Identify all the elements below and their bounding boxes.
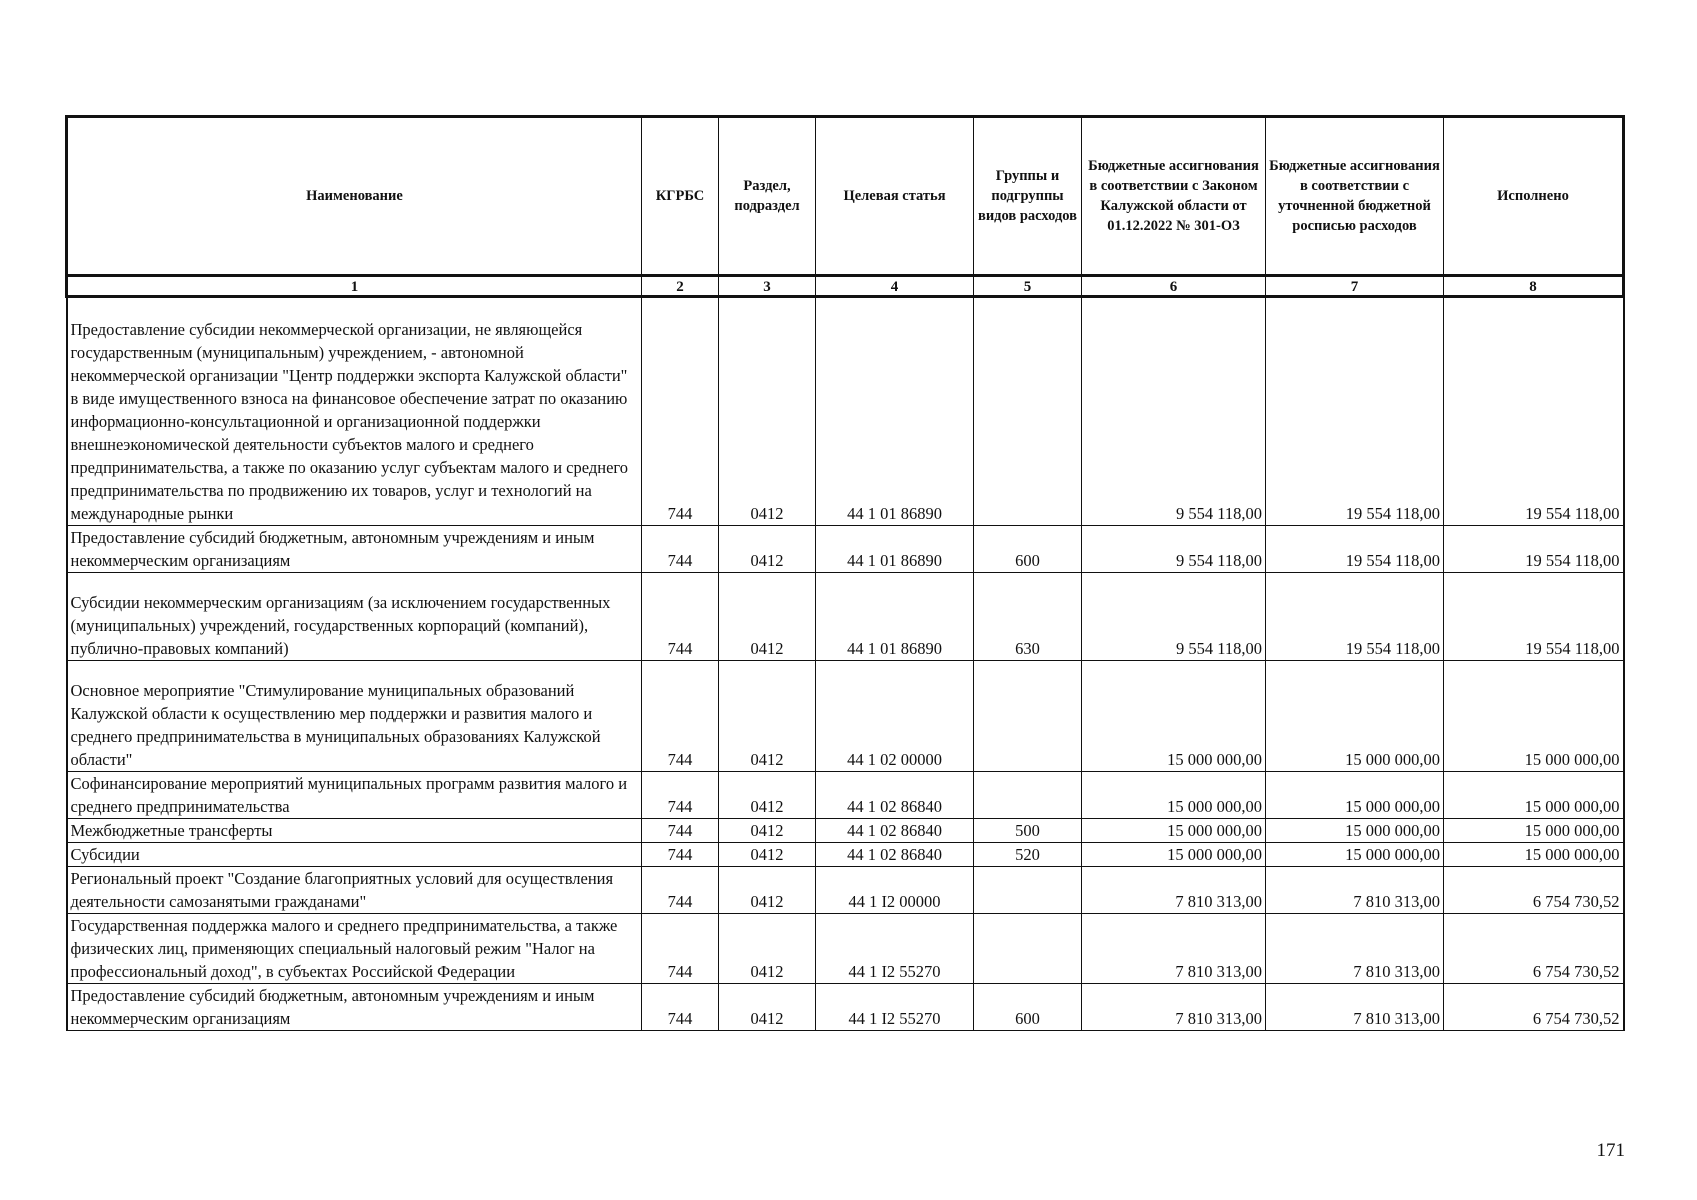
cell-name: Межбюджетные трансферты xyxy=(67,819,642,843)
cell-name: Субсидии xyxy=(67,843,642,867)
cell-refined-allocation: 19 554 118,00 xyxy=(1266,573,1444,661)
cell-law-allocation: 9 554 118,00 xyxy=(1082,526,1266,573)
cell-target-article: 44 1 02 86840 xyxy=(816,819,974,843)
cell-law-allocation: 7 810 313,00 xyxy=(1082,867,1266,914)
budget-table xyxy=(65,115,1625,1031)
cell-executed: 19 554 118,00 xyxy=(1444,297,1624,526)
cell-kgrbs: 744 xyxy=(642,297,719,526)
cell-name: Региональный проект "Создание благоприятных условий для осуществления деятельности самозанятыми гражданами" xyxy=(67,867,642,914)
cell-expense-group: 600 xyxy=(974,526,1082,573)
cell-kgrbs: 744 xyxy=(642,843,719,867)
header-refined-allocations: Бюджетные ассигнования в соответствии с уточненной бюджетной росписью расходов xyxy=(1266,117,1444,276)
header-name: Наименование xyxy=(67,117,642,276)
table-row xyxy=(67,573,1624,661)
cell-expense-group xyxy=(974,772,1082,819)
cell-refined-allocation: 7 810 313,00 xyxy=(1266,914,1444,984)
cell-target-article: 44 1 01 86890 xyxy=(816,573,974,661)
cell-name: Предоставление субсидий бюджетным, автономным учреждениям и иным некоммерческим организациям xyxy=(67,526,642,573)
column-number: 5 xyxy=(974,276,1082,297)
cell-law-allocation: 9 554 118,00 xyxy=(1082,573,1266,661)
cell-name: Софинансирование мероприятий муниципальных программ развития малого и среднего предпринимательства xyxy=(67,772,642,819)
cell-section: 0412 xyxy=(719,661,816,772)
table-row xyxy=(67,297,1624,526)
page-number: 171 xyxy=(1596,1140,1625,1161)
column-number: 8 xyxy=(1444,276,1624,297)
cell-section: 0412 xyxy=(719,772,816,819)
table-row xyxy=(67,819,1624,843)
cell-target-article: 44 1 I2 55270 xyxy=(816,914,974,984)
cell-executed: 19 554 118,00 xyxy=(1444,526,1624,573)
cell-kgrbs: 744 xyxy=(642,819,719,843)
column-number: 2 xyxy=(642,276,719,297)
cell-law-allocation: 7 810 313,00 xyxy=(1082,914,1266,984)
cell-section: 0412 xyxy=(719,984,816,1031)
column-number: 7 xyxy=(1266,276,1444,297)
cell-refined-allocation: 15 000 000,00 xyxy=(1266,772,1444,819)
header-law-allocations: Бюджетные ассигнования в соответствии с Законом Калужской области от 01.12.2022 № 301-ОЗ xyxy=(1082,117,1266,276)
cell-expense-group xyxy=(974,867,1082,914)
cell-target-article: 44 1 02 00000 xyxy=(816,661,974,772)
cell-law-allocation: 15 000 000,00 xyxy=(1082,843,1266,867)
cell-target-article: 44 1 01 86890 xyxy=(816,526,974,573)
table-header xyxy=(67,117,1624,276)
cell-executed: 6 754 730,52 xyxy=(1444,984,1624,1031)
cell-refined-allocation: 19 554 118,00 xyxy=(1266,297,1444,526)
table-row xyxy=(67,843,1624,867)
cell-section: 0412 xyxy=(719,573,816,661)
cell-executed: 15 000 000,00 xyxy=(1444,772,1624,819)
cell-law-allocation: 15 000 000,00 xyxy=(1082,772,1266,819)
cell-kgrbs: 744 xyxy=(642,526,719,573)
cell-section: 0412 xyxy=(719,819,816,843)
table-row xyxy=(67,661,1624,772)
cell-executed: 15 000 000,00 xyxy=(1444,661,1624,772)
cell-executed: 6 754 730,52 xyxy=(1444,867,1624,914)
cell-section: 0412 xyxy=(719,297,816,526)
cell-target-article: 44 1 02 86840 xyxy=(816,843,974,867)
cell-target-article: 44 1 I2 55270 xyxy=(816,984,974,1031)
cell-target-article: 44 1 01 86890 xyxy=(816,297,974,526)
table-row xyxy=(67,772,1624,819)
cell-refined-allocation: 15 000 000,00 xyxy=(1266,843,1444,867)
cell-expense-group: 520 xyxy=(974,843,1082,867)
cell-target-article: 44 1 02 86840 xyxy=(816,772,974,819)
cell-target-article: 44 1 I2 00000 xyxy=(816,867,974,914)
header-executed: Исполнено xyxy=(1444,117,1624,276)
cell-section: 0412 xyxy=(719,867,816,914)
cell-kgrbs: 744 xyxy=(642,772,719,819)
cell-kgrbs: 744 xyxy=(642,984,719,1031)
table-row xyxy=(67,867,1624,914)
cell-executed: 15 000 000,00 xyxy=(1444,843,1624,867)
cell-name: Государственная поддержка малого и среднего предпринимательства, а также физических лиц, применяющих специальный налоговый режим "Налог на профессиональный доход", в субъектах Российской Федерации xyxy=(67,914,642,984)
column-number: 1 xyxy=(67,276,642,297)
cell-expense-group xyxy=(974,297,1082,526)
cell-kgrbs: 744 xyxy=(642,573,719,661)
cell-section: 0412 xyxy=(719,914,816,984)
cell-executed: 19 554 118,00 xyxy=(1444,573,1624,661)
cell-kgrbs: 744 xyxy=(642,661,719,772)
cell-name: Субсидии некоммерческим организациям (за исключением государственных (муниципальных) учреждений, государственных корпораций (компаний), публично-правовых компаний) xyxy=(67,573,642,661)
table-row xyxy=(67,526,1624,573)
cell-expense-group: 600 xyxy=(974,984,1082,1031)
column-number: 4 xyxy=(816,276,974,297)
header-expense-group: Группы и подгруппы видов расходов xyxy=(974,117,1082,276)
cell-refined-allocation: 15 000 000,00 xyxy=(1266,661,1444,772)
cell-executed: 15 000 000,00 xyxy=(1444,819,1624,843)
cell-kgrbs: 744 xyxy=(642,914,719,984)
cell-refined-allocation: 7 810 313,00 xyxy=(1266,867,1444,914)
cell-name: Предоставление субсидий бюджетным, автономным учреждениям и иным некоммерческим организациям xyxy=(67,984,642,1031)
cell-name: Основное мероприятие "Стимулирование муниципальных образований Калужской области к осуществлению мер поддержки и развития малого и среднего предпринимательства в муниципальных образованиях Калужской области" xyxy=(67,661,642,772)
cell-law-allocation: 15 000 000,00 xyxy=(1082,661,1266,772)
column-number: 6 xyxy=(1082,276,1266,297)
column-number-row xyxy=(67,276,1624,297)
header-section: Раздел, подраздел xyxy=(719,117,816,276)
cell-refined-allocation: 7 810 313,00 xyxy=(1266,984,1444,1031)
table-row xyxy=(67,914,1624,984)
cell-expense-group xyxy=(974,914,1082,984)
cell-executed: 6 754 730,52 xyxy=(1444,914,1624,984)
cell-expense-group xyxy=(974,661,1082,772)
cell-law-allocation: 15 000 000,00 xyxy=(1082,819,1266,843)
column-number: 3 xyxy=(719,276,816,297)
header-target-article: Целевая статья xyxy=(816,117,974,276)
cell-law-allocation: 9 554 118,00 xyxy=(1082,297,1266,526)
cell-law-allocation: 7 810 313,00 xyxy=(1082,984,1266,1031)
cell-kgrbs: 744 xyxy=(642,867,719,914)
table-row xyxy=(67,984,1624,1031)
cell-section: 0412 xyxy=(719,843,816,867)
cell-name: Предоставление субсидии некоммерческой организации, не являющейся государственным (муниципальным) учреждением, - автономной некоммерческой организации "Центр поддержки экспорта Калужской области" в виде имущественного взноса на финансовое обеспечение затрат по оказанию информационно-консультационной и организационной поддержки внешнеэкономической деятельности субъектов малого и среднего предпринимательства, а также по оказанию услуг субъектам малого и среднего предпринимательства по продвижению их товаров, услуг и технологий на международные рынки xyxy=(67,297,642,526)
cell-refined-allocation: 19 554 118,00 xyxy=(1266,526,1444,573)
cell-expense-group: 500 xyxy=(974,819,1082,843)
header-kgrbs: КГРБС xyxy=(642,117,719,276)
cell-section: 0412 xyxy=(719,526,816,573)
table-body xyxy=(67,276,1624,1031)
cell-refined-allocation: 15 000 000,00 xyxy=(1266,819,1444,843)
cell-expense-group: 630 xyxy=(974,573,1082,661)
